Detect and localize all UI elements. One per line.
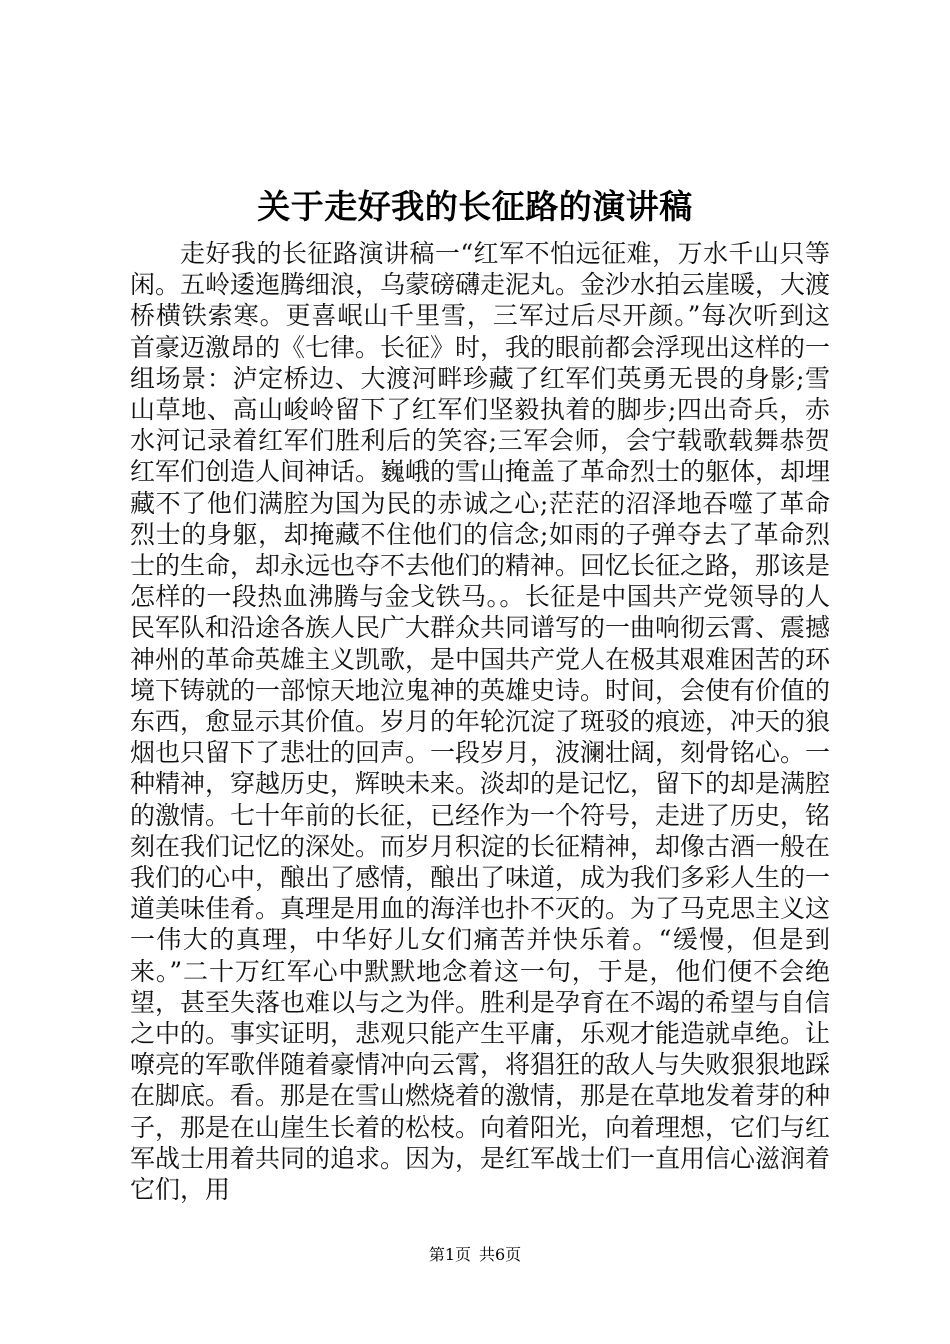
page-total: 共6页 — [479, 1245, 522, 1264]
document-title: 关于走好我的长征路的演讲稿 — [257, 187, 693, 226]
page-number: 第1页 — [428, 1245, 471, 1264]
body-paragraph: 走好我的长征路演讲稿一“红军不怕远征难，万水千山只等闲。五岭逶迤腾细浪，乌蒙磅礴走泥丸。金沙水拍云崖暖，大渡桥横铁索寒。更喜岷山千里雪，三军过后尽开颜。”每次听到这首豪迈激昂的《七律。长征》时，我的眼前都会浮现出这样的一组场景：泸定桥边、大渡河畔珍藏了红军们英勇无畏的身影;雪山草地、高山峻岭留下了红军们坚毅执着的脚步;四出奇兵，赤水河记录着红军们胜利后的笑容;三军会师，会宁载歌载舞恭贺红军们创造人间神话。巍峨的雪山掩盖了革命烈士的躯体，却埋藏不了他们满腔为国为民的赤诚之心;茫茫的沼泽地吞噬了革命烈士的身躯，却掩藏不住他们的信念;如雨的子弹夺去了革命烈士的生命，却永远也夺不去他们的精神。回忆长征之路，那该是怎样的一段热血沸腾与金戈铁马。。长征是中国共产党领导的人民军队和沿途各族人民广大群众共同谱写的一曲响彻云霄、震撼神州的革命英雄主义凯歌，是中国共产党人在极其艰难困苦的环境下铸就的一部惊天地泣鬼神的英雄史诗。时间，会使有价值的东西，愈显示其价值。岁月的年轮沉淀了斑驳的痕迹，冲天的狼烟也只留下了悲壮的回声。一段岁月，波澜壮阔，刻骨铭心。一种精神，穿越历史，辉映未来。淡却的是记忆，留下的却是满腔的激情。七十年前的长征，已经作为一个符号，走进了历史，铭刻在我们记忆的深处。而岁月积淀的长征精神，却像古酒一般在我们的心中，酿出了感情，酿出了味道，成为我们多彩人生的一道美味佳肴。真理是用血的海洋也扑不灭的。为了马克思主义这一伟大的真理，中华好儿女们痛苦并快乐着。“缓慢，但是到来。”二十万红军心中默默地念着这一句，于是，他们便不会绝望，甚至失落也难以与之为伴。胜利是孕育在不竭的希望与自信之中的。事实证明，悲观只能产生平庸，乐观才能造就卓绝。让嘹亮的军歌伴随着豪情冲向云霄，将猖狂的敌人与失败狠狠地踩在脚底。看。那是在雪山燃烧着的激情，那是在草地发着芽的种子，那是在山崖生长着的松枝。向着阳光，向着理想，它们与红军战士用着共同的追求。因为，是红军战士们一直用信心滋润着它们，用 — [130, 239, 831, 1205]
page-footer — [0, 1244, 950, 1266]
